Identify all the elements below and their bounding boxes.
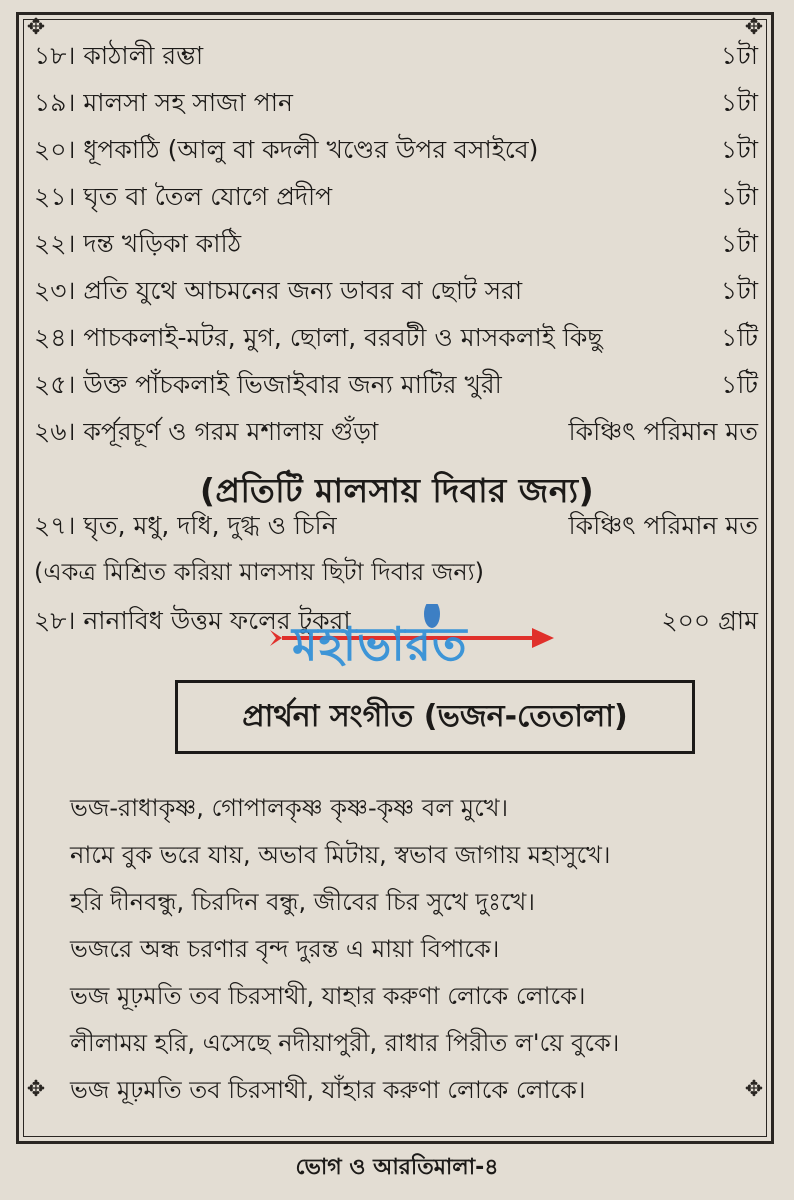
item-quantity: ১টা [720, 135, 758, 164]
item-text: ২৮। নানাবিধ উত্তম ফলের টুকরা [34, 606, 351, 635]
lyric-line: ভজ মূঢ়মতি তব চিরসাথী, যাহার করুণা লোকে লোকে। [70, 982, 586, 1010]
item-quantity: ১টি [721, 323, 758, 352]
song-lyrics [70, 785, 770, 1114]
item-quantity: ১টা [720, 182, 758, 211]
watermark-logo [262, 604, 562, 684]
sub-heading: (প্রতিটি মালসায় দিবার জন্য) [199, 471, 595, 510]
list-item [34, 220, 758, 267]
item-text: ২৫। উক্ত পাঁচকলাই ভিজাইবার জন্য মাটির খুরী [34, 370, 502, 399]
corner-ornament-icon: ✥ [744, 1077, 764, 1102]
list-item [34, 32, 758, 79]
item-quantity: ১টা [720, 88, 758, 117]
list-item [34, 408, 758, 455]
item-text: ২৪। পাচকলাই-মটর, মুগ, ছোলা, বরবটী ও মাসকলাই কিছু [34, 323, 603, 352]
item-text: ২২। দন্ত খড়িকা কাঠি [34, 229, 242, 258]
page-footer: ভোগ ও আরতিমালা-৪ [295, 1155, 499, 1180]
lyric-line: ভজ-রাধাকৃষ্ণ, গোপালকৃষ্ণ কৃষ্ণ-কৃষ্ণ বল মুখে। [70, 794, 509, 822]
corner-ornament-icon: ✥ [26, 1077, 46, 1102]
item-text: ১৮। কাঠালী রম্ভা [34, 41, 204, 70]
item-quantity: ১টা [720, 276, 758, 305]
lyric-line: হরি দীনবন্ধু, চিরদিন বন্ধু, জীবের চির সুখে দুঃখে। [70, 888, 535, 916]
item-quantity: ১টি [721, 370, 758, 399]
item-text: ২০। ধূপকাঠি (আলু বা কদলী খণ্ডের উপর বসাইবে) [34, 135, 539, 164]
instruction-note: (একত্র মিশ্রিত করিয়া মালসায় ছিটা দিবার জন্য) [34, 558, 484, 586]
section-title-box [175, 680, 695, 754]
item-quantity: ২০০ গ্রাম [661, 606, 758, 635]
item-quantity: কিঞ্চিৎ পরিমান মত [568, 417, 758, 446]
list-item [34, 126, 758, 173]
item-list [34, 32, 758, 455]
watermark-text: মহাভারত [292, 617, 468, 671]
item-quantity: কিঞ্চিৎ পরিমান মত [568, 511, 758, 540]
lyric-line: লীলাময় হরি, এসেছে নদীয়াপুরী, রাধার পিরীত ল'য়ে বুকে। [70, 1029, 620, 1057]
lyric-line: ভজরে অন্ধ চরণার বৃন্দ দুরন্ত এ মায়া বিপাকে। [70, 935, 500, 963]
lyric-line: ভজ মূঢ়মতি তব চিরসাথী, যাঁহার করুণা লোকে লোকে। [70, 1076, 586, 1104]
section-title: প্রার্থনা সংগীত (ভজন-তেতালা) [242, 698, 628, 734]
item-text: ১৯। মালসা সহ সাজা পান [34, 88, 293, 117]
list-item [34, 267, 758, 314]
item-quantity: ১টা [720, 229, 758, 258]
list-item [34, 361, 758, 408]
item-text: ২১। ঘৃত বা তৈল যোগে প্রদীপ [34, 182, 333, 211]
list-item [34, 502, 758, 549]
corner-ornament-icon: ✥ [744, 15, 764, 40]
list-item [34, 79, 758, 126]
list-item [34, 173, 758, 220]
item-text: ২৬। কর্পূরচূর্ণ ও গরম মশালায় গুঁড়া [34, 417, 379, 446]
corner-ornament-icon: ✥ [26, 15, 46, 40]
list-item [34, 314, 758, 361]
item-text: ২৭। ঘৃত, মধু, দধি, দুগ্ধ ও চিনি [34, 511, 337, 540]
item-text: ২৩। প্রতি যুথে আচমনের জন্য ডাবর বা ছোট সরা [34, 276, 523, 305]
item-quantity: ১টা [720, 41, 758, 70]
lyric-line: নামে বুক ভরে যায়, অভাব মিটায়, স্বভাব জাগায় মহাসুখে। [70, 841, 611, 869]
